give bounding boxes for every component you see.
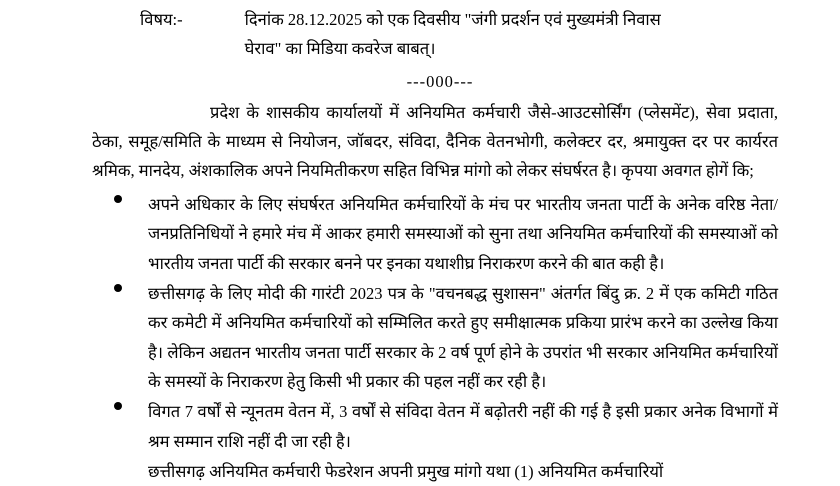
subject-text bbox=[245, 6, 780, 64]
list-item-text: छत्तीसगढ़ के लिए मोदी की गारंटी 2023 पत्र के "वचनबद्ध सुशासन" अंतर्गत बिंदु क्र. 2 में एक कमिटी गठित कर कमेटी में अनियमित कर्मचारियों को सम्मिलित करते हुए समीक्षात्मक प्रकिया प्रारंभ करने का उल्लेख किया है। लेकिन अद्यतन भारतीय जनता पार्टी सरकार के 2 वर्ष पूर्ण होने के उपरांत भी सरकार अनियमित कर्मचारियों के समस्यों के निराकरण हेतु किसी भी प्रकार की पहल नहीं कर रही है। bbox=[148, 283, 778, 391]
list-item-text: विगत 7 वर्षों से न्यूनतम वेतन में, 3 वर्षों से संविदा वेतन में बढ़ोतरी नहीं की गई है इसी प्रकार अनेक विभागों में श्रम सम्मान राशि नहीं दी जा रही है। bbox=[148, 402, 778, 451]
subject-block bbox=[0, 0, 840, 64]
intro-paragraph-text: प्रदेश के शासकीय कार्यालयों में अनियमित कर्मचारी जैसे-आउटसोर्सिंग (प्लेसमेंट), सेवा प्रदाता, ठेका, समूह/समिति के माध्यम से नियोजन, जॉबदर, संविदा, दैनिक वेतनभोगी, कलेक्टर दर, श्रमायुक्त दर पर कार्यरत श्रमिक, मानदेय, अंशकालिक अपने नियमितीकरण सहित विभिन्न मांगो को लेकर संघर्षरत है। कृपया अवगत होगें कि; bbox=[92, 102, 778, 181]
bullet-list bbox=[0, 190, 840, 456]
list-item bbox=[92, 279, 778, 396]
subject-line-2: घेराव" का मिडिया कवरेज बाबत्। bbox=[244, 38, 436, 58]
section-separator: ---000--- bbox=[406, 71, 474, 91]
bullet-dot-icon bbox=[114, 402, 122, 410]
bullet-dot-icon bbox=[114, 195, 122, 203]
intro-paragraph bbox=[0, 98, 840, 186]
trailing-paragraph: छत्तीसगढ़ अनियमित कर्मचारी फेडरेशन अपनी प्रमुख मांगो यथा (1) अनियमित कर्मचारियों bbox=[148, 462, 664, 482]
bullet-dot-icon bbox=[114, 284, 122, 292]
list-item bbox=[92, 397, 778, 456]
list-item bbox=[92, 190, 778, 278]
subject-line-1: दिनांक 28.12.2025 को एक दिवसीय "जंगी प्रदर्शन एवं मुख्यमंत्री निवास bbox=[244, 10, 661, 29]
subject-label: विषय:- bbox=[140, 10, 183, 29]
list-item-text: अपने अधिकार के लिए संघर्षरत अनियमित कर्मचारियों के मंच पर भारतीय जनता पार्टी के अनेक वरिष्ठ नेता/जनप्रतिनिधियों ने हमारे मंच में आकर हमारी समस्याओं को सुना तथा अनियमित कर्मचारियों की समस्याओं को भारतीय जनता पार्टी की सरकार बनने पर इनका यथाशीघ्र निराकरण करने की बात कही है। bbox=[148, 194, 778, 273]
